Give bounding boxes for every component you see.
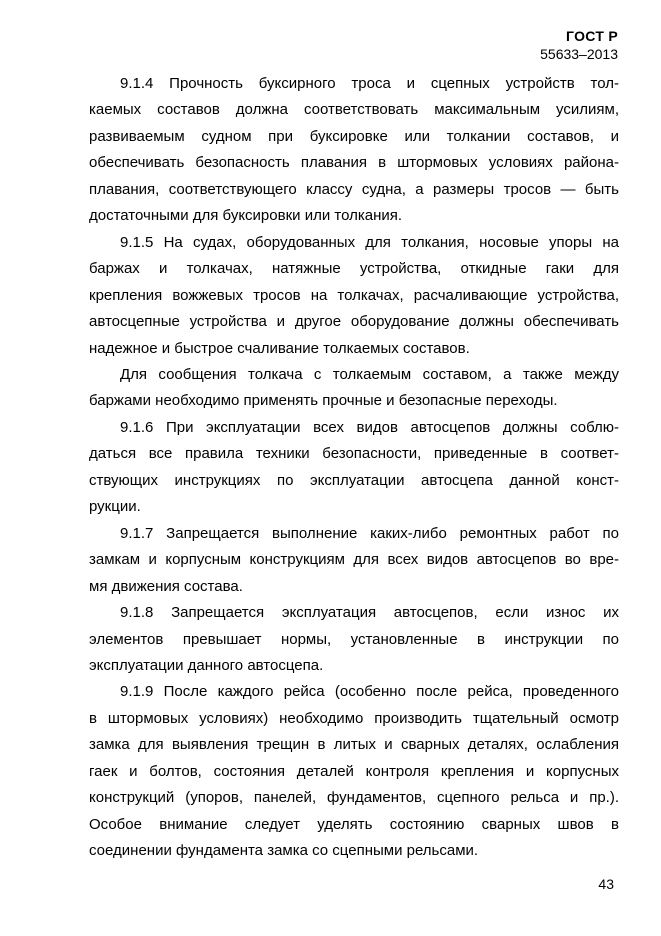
paragraph-line: надежное и быстрое счаливание толкаемых составов. (89, 339, 470, 357)
paragraph-line: 9.1.8 Запрещается эксплуатация автосцепов, если износ их (120, 604, 619, 622)
paragraph-line: гаек и болтов, состояния деталей контроля крепления и корпусных (89, 762, 619, 780)
paragraph-line: мя движения состава. (89, 577, 243, 595)
paragraph-line: элементов превышает нормы, установленные в инструкции по (89, 630, 619, 648)
paragraph (89, 521, 619, 600)
paragraph-line: баржах и толкачах, натяжные устройства, откидные гаки для (89, 260, 619, 278)
paragraph-line: автосцепные устройства и другое оборудование должны обеспечивать (89, 313, 619, 331)
paragraph-line: 9.1.6 При эксплуатации всех видов автосцепов должны соблю- (120, 418, 619, 436)
paragraph-line: баржами необходимо применять прочные и безопасные переходы. (89, 392, 558, 410)
paragraph (89, 679, 619, 864)
paragraph-line: 9.1.7 Запрещается выполнение каких-либо ремонтных работ по (120, 524, 619, 542)
paragraph-line: ствующих инструкциях по эксплуатации автосцепа данной конст- (89, 471, 619, 489)
paragraph-line: 9.1.5 На судах, оборудованных для толкания, носовые упоры на (120, 233, 619, 251)
paragraph-line: плавания, соответствующего классу судна, а размеры тросов — быть (89, 180, 619, 198)
paragraph-line: даться все правила техники безопасности, приведенные в соответ- (89, 445, 619, 463)
paragraph-line: Особое внимание следует уделять состоянию сварных швов в (89, 815, 619, 833)
paragraph-line: крепления вожжевых тросов на толкачах, расчаливающие устройства, (89, 286, 619, 304)
paragraph-line: достаточными для буксировки или толкания. (89, 207, 403, 225)
paragraph-line: Для сообщения толкача с толкаемым составом, а также между (120, 365, 619, 383)
paragraph-line: замкам и корпусным конструкциям для всех видов автосцепов во вре- (89, 551, 619, 569)
paragraph-line: конструкций (упоров, панелей, фундаментов, сцепного рельса и пр.). (89, 789, 619, 807)
paragraph (89, 362, 619, 415)
page-number: 43 (598, 876, 614, 892)
paragraph (89, 230, 619, 362)
paragraph (89, 415, 619, 521)
paragraph-line: 9.1.9 После каждого рейса (особенно после рейса, проведенного (120, 683, 619, 701)
paragraph-line: соединении фундамента замка со сцепными рельсами. (89, 842, 479, 860)
paragraph-line: развиваемым судном при буксировке или толкании составов, и (89, 127, 619, 145)
paragraph-line: 9.1.4 Прочность буксирного троса и сцепных устройств тол- (120, 75, 619, 92)
paragraph (89, 600, 619, 679)
paragraph-line: обеспечивать безопасность плавания в штормовых условиях района- (89, 154, 619, 172)
standard-code: ГОСТ Р (566, 28, 618, 44)
paragraph-line: замка для выявления трещин в литых и сварных деталях, ослабления (89, 736, 619, 754)
paragraph-line: рукции. (89, 498, 141, 516)
document-body (89, 71, 619, 865)
paragraph-line: в штормовых условиях) необходимо производить тщательный осмотр (89, 709, 619, 727)
standard-number: 55633–2013 (540, 46, 618, 62)
paragraph (89, 71, 619, 230)
paragraph-line: эксплуатации данного автосцепа. (89, 656, 324, 674)
page-header (540, 27, 618, 63)
paragraph-line: каемых составов должна соответствовать максимальным усилиям, (89, 101, 619, 119)
